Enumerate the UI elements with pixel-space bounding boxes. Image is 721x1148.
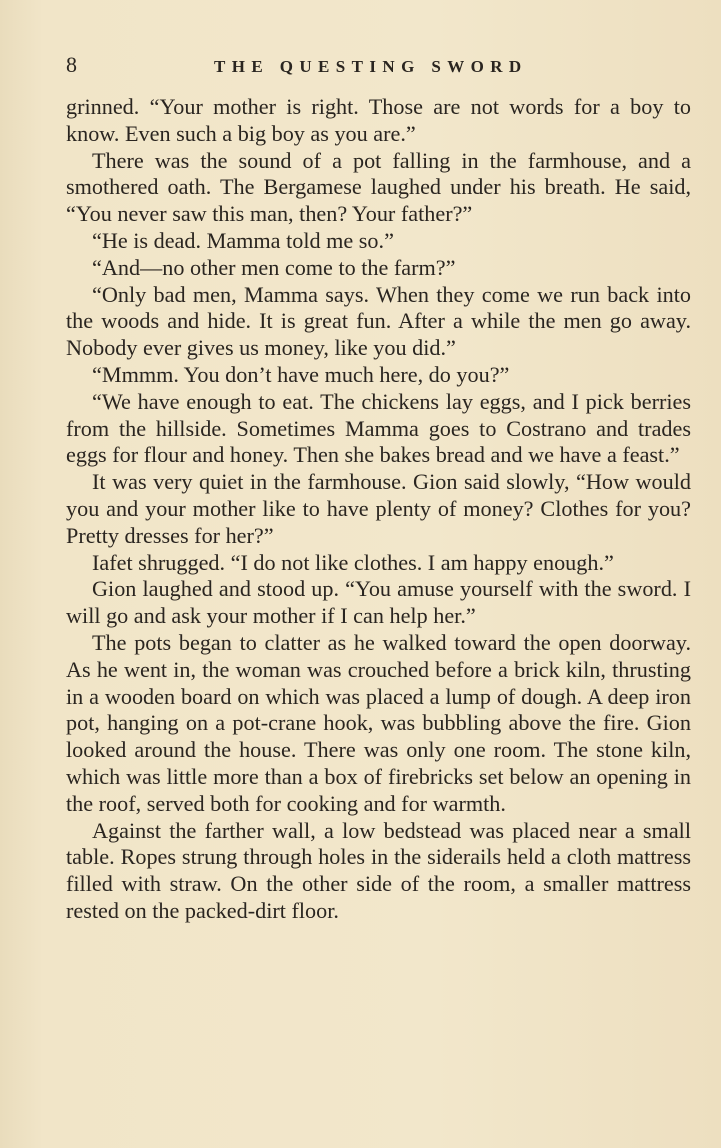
paragraph: It was very quiet in the farmhouse. Gion said slowly, “How would you and your mother like to have plenty of money? Clothes for you? Pretty dresses for her?” (66, 469, 691, 548)
page-number: 8 (66, 52, 77, 77)
body-text (66, 94, 691, 925)
paragraph: The pots began to clatter as he walked toward the open doorway. As he went in, the woman was crouched before a brick kiln, thrusting in a wooden board on which was placed a lump of dough. A deep iron pot, hanging on a pot-crane hook, was bubbling above the fire. Gion looked around the house. There was only one room. The stone kiln, which was little more than a box of firebricks set below an opening in the roof, served both for cooking and for warmth. (66, 629, 691, 816)
paragraph: grinned. “Your mother is right. Those are not words for a boy to know. Even such a big boy as you are.” (66, 94, 691, 146)
paragraph: There was the sound of a pot falling in the farmhouse, and a smothered oath. The Bergamese laughed under his breath. He said, “You never saw this man, then? Your father?” (66, 147, 691, 227)
paragraph: “We have enough to eat. The chickens lay eggs, and I pick berries from the hillside. Sometimes Mamma goes to Costrano and trades eggs for flour and honey. Then she bakes bread and we have a feast.” (66, 388, 691, 468)
paragraph: “Mmmm. You don’t have much here, do you?” (92, 361, 510, 387)
paragraph: “Only bad men, Mamma says. When they come we run back into the woods and hide. It is great fun. After a while the men go away. Nobody ever gives us money, like you did.” (66, 281, 691, 361)
paragraph: Iafet shrugged. “I do not like clothes. I am happy enough.” (92, 549, 614, 575)
paragraph: Gion laughed and stood up. “You amuse yourself with the sword. I will go and ask your mother if I can help her.” (66, 576, 691, 629)
paragraph: Against the farther wall, a low bedstead was placed near a small table. Ropes strung through holes in the siderails held a cloth mattress filled with straw. On the other side of the room, a smaller mattress rested on the packed-dirt floor. (66, 817, 691, 923)
paragraph: “And—no other men come to the farm?” (92, 254, 456, 280)
running-title: THE QUESTING SWORD (214, 57, 528, 76)
page-header (66, 52, 691, 82)
paragraph: “He is dead. Mamma told me so.” (92, 227, 394, 253)
